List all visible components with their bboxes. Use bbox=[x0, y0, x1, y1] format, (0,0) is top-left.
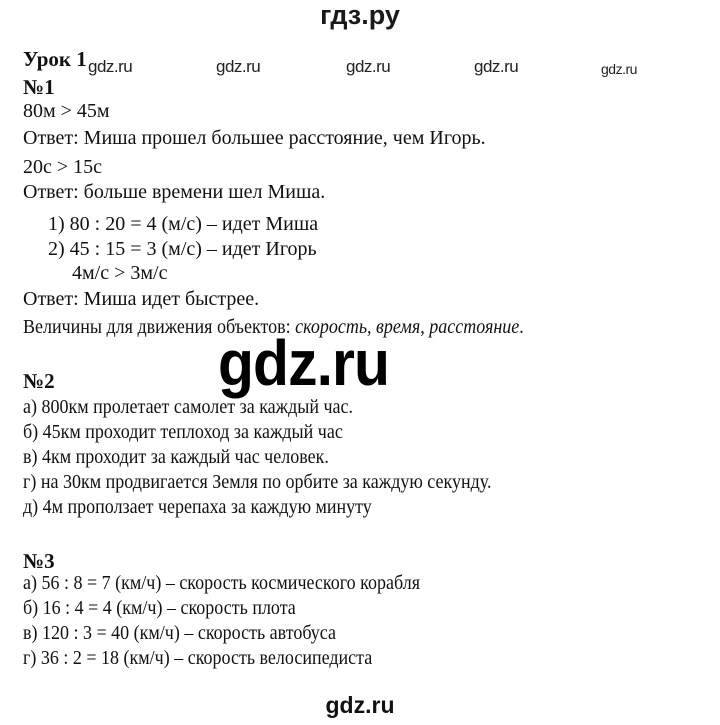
task-1-line: 4м/с > 3м/с bbox=[72, 262, 168, 284]
watermark: gdz.ru bbox=[346, 57, 391, 76]
task-1-line: Ответ: Миша идет быстрее. bbox=[23, 288, 260, 310]
task-2-line: д) 4м проползает черепаха за каждую минуту bbox=[23, 496, 372, 518]
watermark-large: gdz.ru bbox=[218, 327, 390, 399]
task-1-line: 2) 45 : 15 = 3 (м/с) – идет Игорь bbox=[48, 238, 317, 260]
task-2-title: №2 bbox=[23, 369, 55, 393]
task-2-line: в) 4км проходит за каждый час человек. bbox=[23, 446, 329, 468]
task-2-line: б) 45км проходит теплоход за каждый час bbox=[23, 421, 343, 443]
quantities-prefix: Величины для движения объектов: bbox=[23, 316, 296, 338]
task-2-line: а) 800км пролетает самолет за каждый час. bbox=[23, 396, 354, 418]
task-3-title: №3 bbox=[23, 549, 55, 573]
lesson-title: Урок 1 bbox=[23, 47, 87, 71]
task-1-line: Ответ: Миша прошел большее расстояние, чем Игорь. bbox=[23, 127, 486, 149]
task-1-line: 20с > 15с bbox=[23, 156, 103, 178]
task-3-line: б) 16 : 4 = 4 (км/ч) – скорость плота bbox=[23, 597, 296, 619]
quantities-italic: скорость, время, расстояние bbox=[295, 316, 520, 338]
task-2-line: г) на 30км продвигается Земля по орбите за каждую секунду. bbox=[23, 471, 492, 493]
quantities-suffix: . bbox=[519, 316, 524, 338]
watermark: gdz.ru bbox=[601, 61, 637, 77]
task-1-line: 1) 80 : 20 = 4 (м/с) – идет Миша bbox=[48, 213, 319, 235]
watermark: gdz.ru bbox=[88, 57, 133, 76]
site-title: гдз.ру bbox=[320, 0, 400, 30]
task-3-line: а) 56 : 8 = 7 (км/ч) – скорость космического корабля bbox=[23, 572, 420, 594]
task-3-line: г) 36 : 2 = 18 (км/ч) – скорость велосипедиста bbox=[23, 647, 373, 669]
task-1-line: 80м > 45м bbox=[23, 100, 110, 122]
task-1-title: №1 bbox=[23, 75, 55, 99]
watermark: gdz.ru bbox=[474, 57, 519, 76]
watermark: gdz.ru bbox=[216, 57, 261, 76]
task-1-line: Ответ: больше времени шел Миша. bbox=[23, 181, 326, 203]
watermark-bottom: gdz.ru bbox=[325, 692, 395, 718]
task-3-line: в) 120 : 3 = 40 (км/ч) – скорость автобуса bbox=[23, 622, 337, 644]
